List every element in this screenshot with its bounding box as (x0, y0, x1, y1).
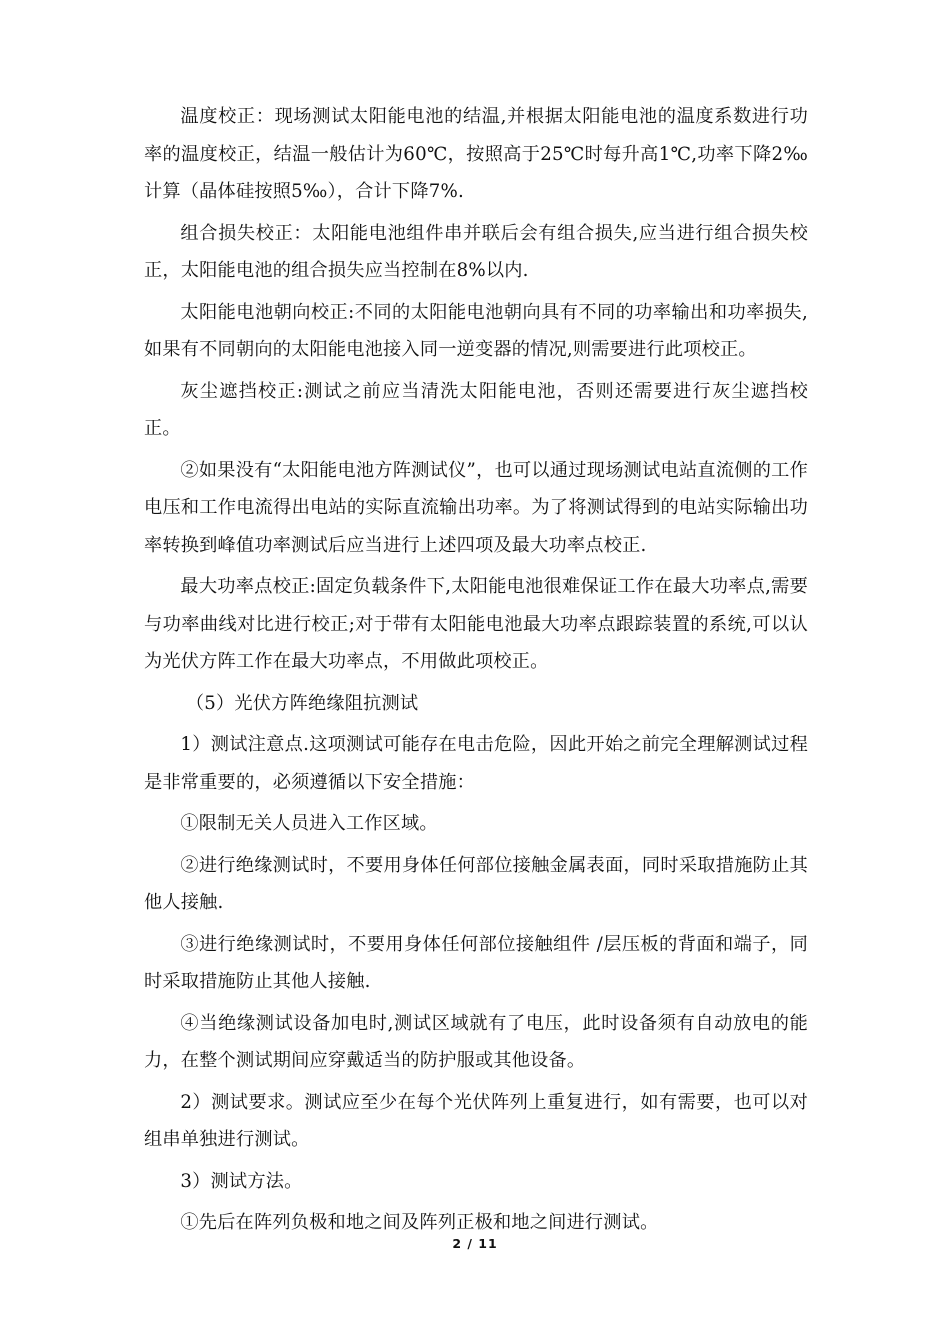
paragraph-no-array-tester: ②如果没有“太阳能电池方阵测试仪”，也可以通过现场测试电站直流侧的工作电压和工作电流得出电站的实际直流输出功率。为了将测试得到的电站实际输出功率转换到峰值功率测试后应当进行上述四项及最大功率点校正. (144, 459, 808, 556)
paragraph-mppt-correction: 最大功率点校正:固定负载条件下,太阳能电池很难保证工作在最大功率点,需要与功率曲线对比进行校正;对于带有太阳能电池最大功率点跟踪装置的系统,可以认为光伏方阵工作在最大功率点，不用做此项校正。 (144, 576, 808, 672)
document-body (144, 98, 808, 1246)
paragraph-combination-loss-correction: 组合损失校正：太阳能电池组件串并联后会有组合损失,应当进行组合损失校正，太阳能电池的组合损失应当控制在8%以内. (144, 222, 808, 281)
list-item-no-metal-contact: ②进行绝缘测试时，不要用身体任何部位接触金属表面，同时采取措施防止其他人接触. (144, 854, 808, 913)
list-item-discharge-ability: ④当绝缘测试设备加电时,测试区域就有了电压，此时设备须有自动放电的能力，在整个测试期间应穿戴适当的防护服或其他设备。 (144, 1012, 808, 1071)
paragraph-temperature-correction: 温度校正：现场测试太阳能电池的结温,并根据太阳能电池的温度系数进行功率的温度校正，结温一般估计为60℃，按照高于25℃时每升高1℃,功率下降2‰计算（晶体硅按照5‰），合计下降7%. (144, 106, 808, 202)
paragraph-test-method: 3）测试方法。 (180, 1170, 303, 1192)
page-number: 2 / 11 (452, 1236, 498, 1251)
list-item-test-sequence: ①先后在阵列负极和地之间及阵列正极和地之间进行测试。 (180, 1212, 659, 1233)
list-item-no-module-contact: ③进行绝缘测试时，不要用身体任何部位接触组件 /层压板的背面和端子，同时采取措施防止其他人接触. (144, 933, 808, 992)
paragraph-test-requirements: 2）测试要求。测试应至少在每个光伏阵列上重复进行，如有需要，也可以对组串单独进行测试。 (144, 1091, 808, 1150)
paragraph-dust-shading-correction: 灰尘遮挡校正:测试之前应当清洗太阳能电池，否则还需要进行灰尘遮挡校正。 (144, 380, 808, 439)
list-item-restrict-personnel: ①限制无关人员进入工作区域。 (180, 813, 438, 834)
paragraph-test-notes: 1）测试注意点.这项测试可能存在电击危险，因此开始之前完全理解测试过程是非常重要的，必须遵循以下安全措施： (144, 734, 808, 793)
section-heading-insulation-test: （5）光伏方阵绝缘阻抗测试 (185, 692, 419, 714)
paragraph-orientation-correction: 太阳能电池朝向校正:不同的太阳能电池朝向具有不同的功率输出和功率损失,如果有不同朝向的太阳能电池接入同一逆变器的情况,则需要进行此项校正。 (144, 301, 808, 360)
